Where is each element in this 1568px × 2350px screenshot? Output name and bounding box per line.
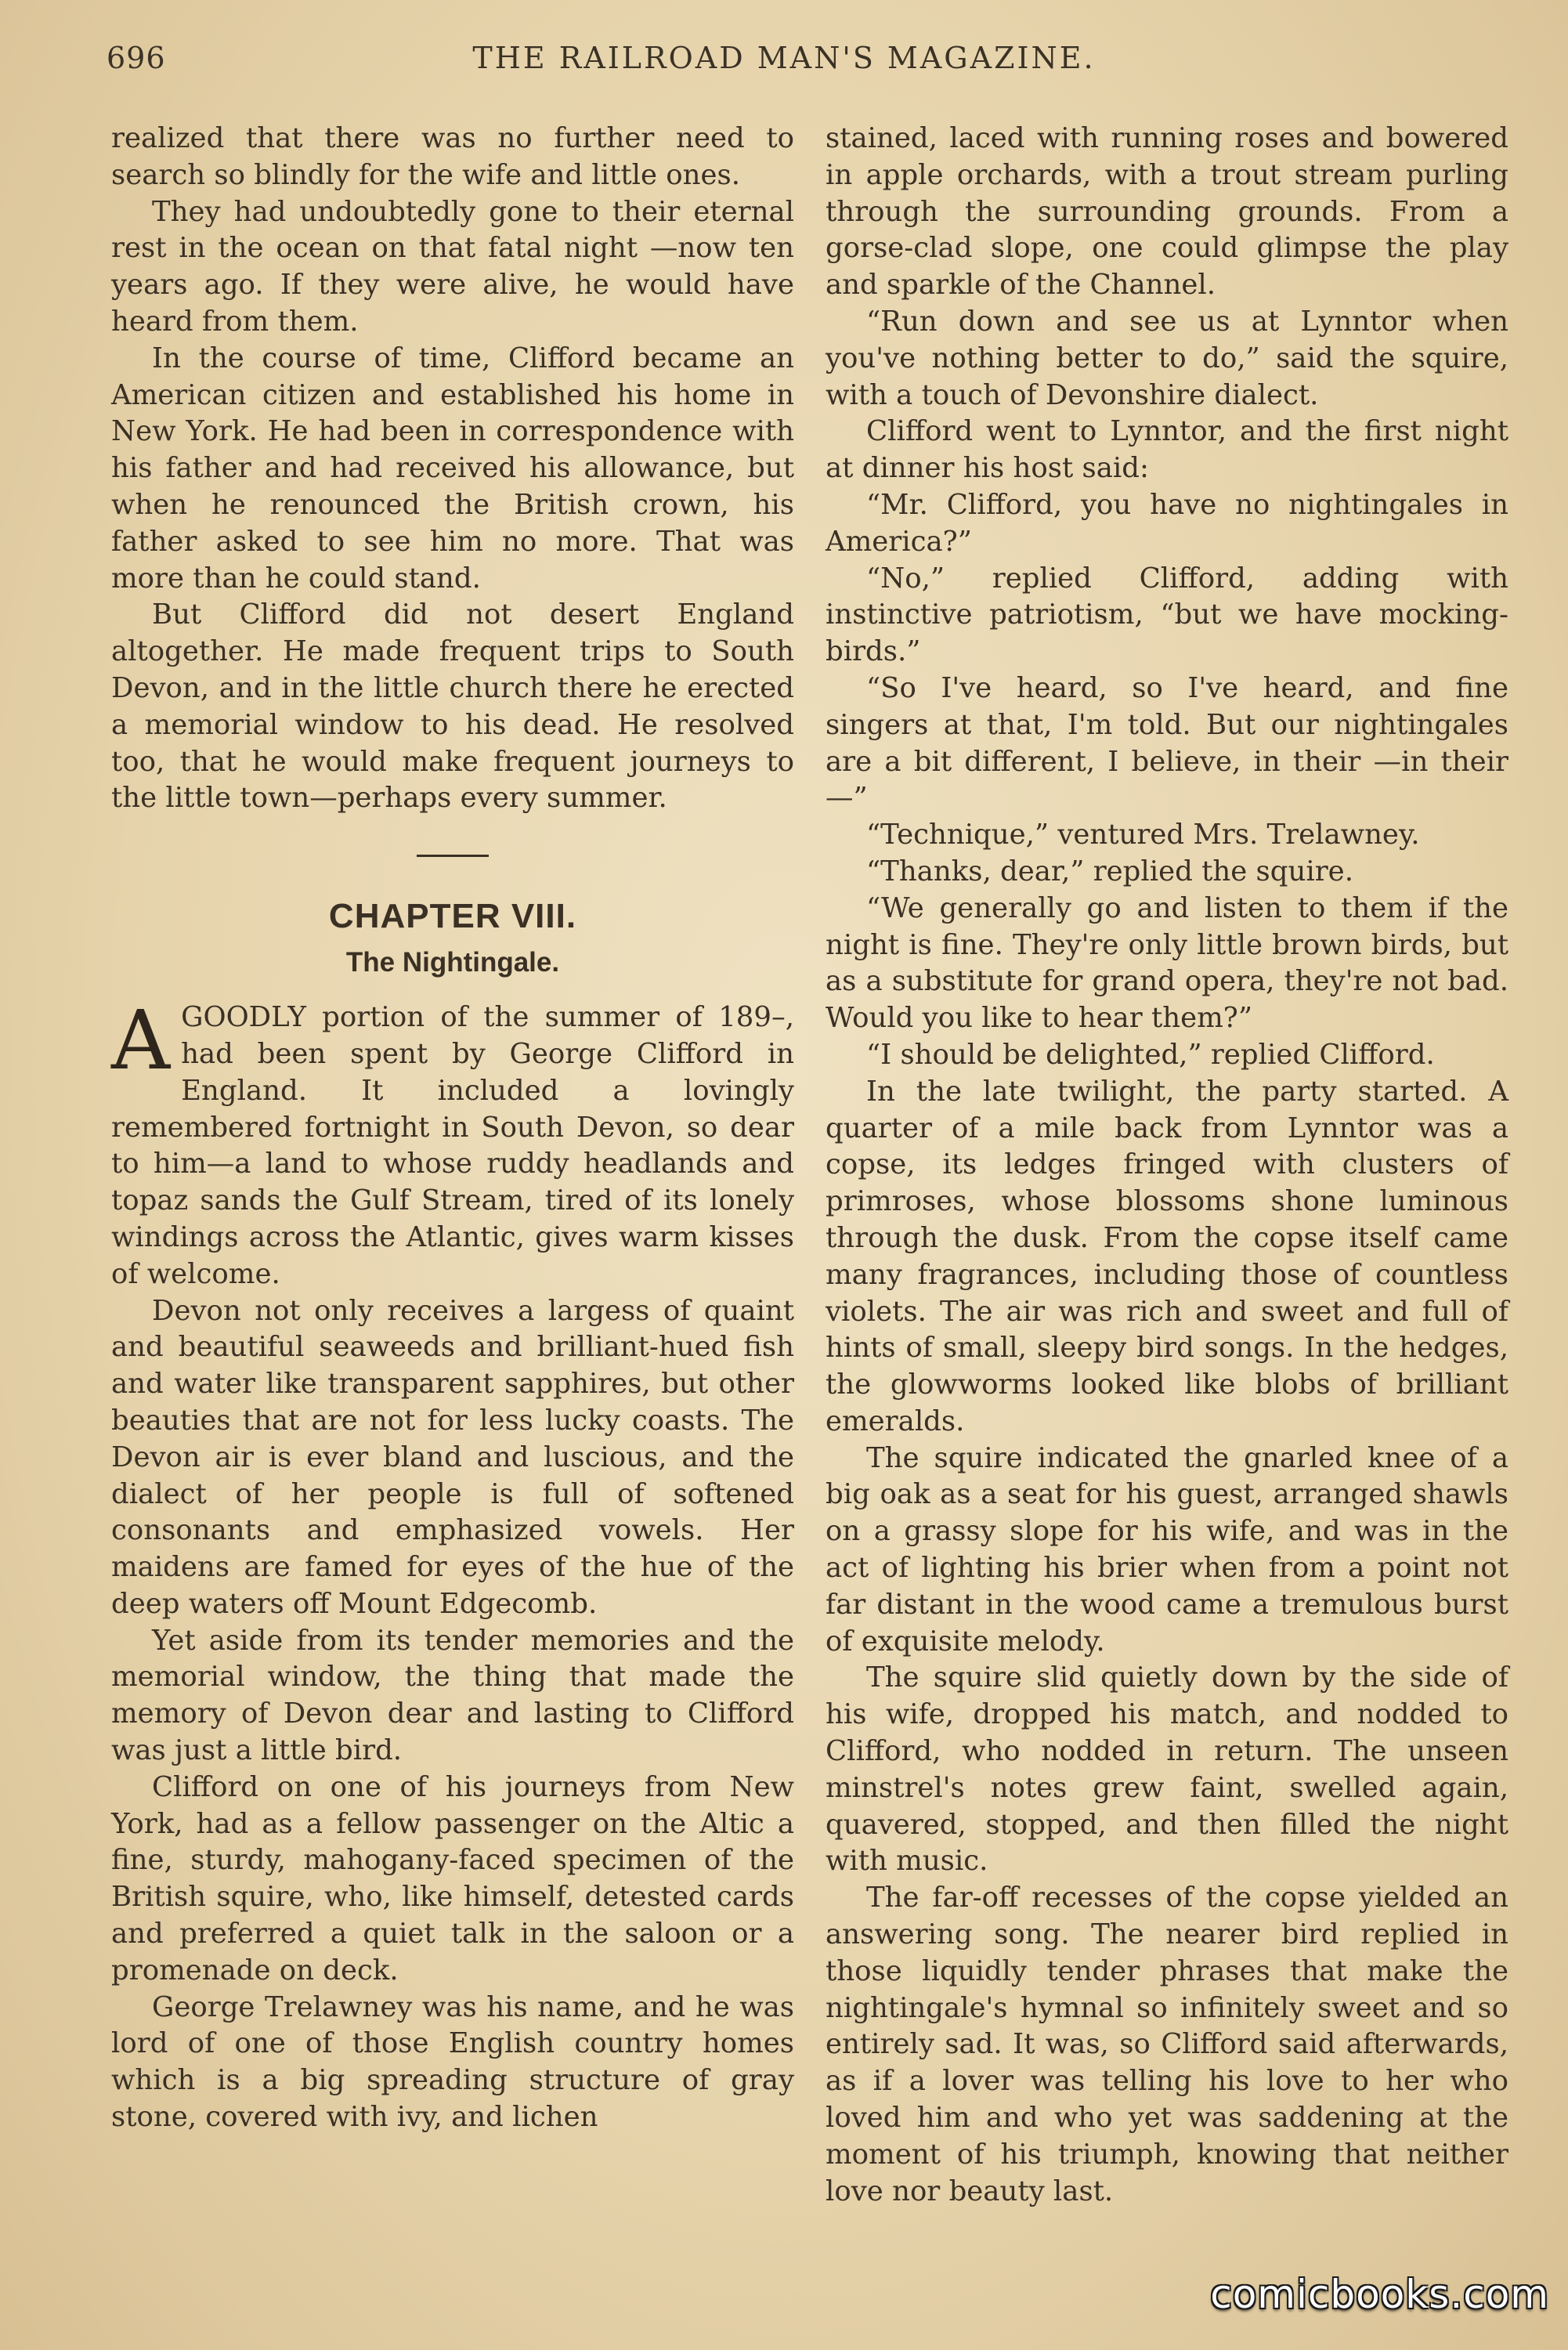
paragraph: Yet aside from its tender memories and the memorial window, the thing that made the memory of Devon dear and lasting to Clifford was just a little bird. (111, 1624, 794, 1767)
paragraph: The squire slid quietly down by the side of his wife, dropped his match, and nodded to Clifford, who nodded in return. The unseen minstrel's notes grew faint, swelled again, quavered, stopped, and then filled the night with music. (826, 1661, 1508, 1878)
paragraph: The far-off recesses of the copse yielded an answering song. The nearer bird replied in those liquidly tender phrases that make the nightingale's hymnal so infinitely sweet and so entirely sad. It was, so Clifford said afterwards, as if a lover was telling his love to her who loved him and who yet was saddening at the moment of his triumph, knowing that neither love nor beauty last. (826, 1882, 1508, 2207)
paragraph: “So I've heard, so I've heard, and fine singers at that, I'm told. But our nightingales are a bit different, I believe, in their —in their—” (826, 671, 1508, 815)
paragraph: realized that there was no further need to search so blindly for the wife and little ones. (111, 122, 794, 191)
opening-paragraph-text: GOODLY portion of the summer of 189–, had been spent by George Clifford in England. It included a lovingly remembered fortnight in South Devon, so dear to him—a land to whose ruddy headlands and topaz sands the Gulf Stream, tired of its lonely windings across the Atlantic, gives warm kisses of welcome. (111, 1001, 794, 1290)
paragraph: But Clifford did not desert England altogether. He made frequent trips to South Devon, and in the little church there he erected a memorial window to his dead. He resolved too, that he would make frequent journeys to the little town—perhaps every summer. (111, 598, 794, 815)
page-number: 696 (107, 41, 166, 75)
chapter-title: CHAPTER VIII. (328, 897, 577, 936)
paragraph: In the late twilight, the party started. A quarter of a mile back from Lynntor was a copse, its ledges fringed with clusters of primroses, whose blossoms shone luminous through the dusk. From the copse itself came many fragrances, including those of countless violets. The air was rich and sweet and full of hints of small, sleepy bird songs. In the hedges, the glowworms looked like blobs of brilliant emeralds. (826, 1075, 1508, 1437)
page-header (0, 41, 1568, 88)
paragraph: The squire indicated the gnarled knee of a big oak as a seat for his guest, arranged shawls on a grassy slope for his wife, and was in the act of lighting his brier when from a point not far distant in the wood came a tremulous burst of exquisite melody. (826, 1441, 1508, 1658)
watermark-logo: comicbooks.com (1210, 2272, 1549, 2317)
paragraph: stained, laced with running roses and bowered in apple orchards, with a trout stream purling through the surrounding grounds. From a gorse-clad slope, one could glimpse the play and sparkle of the Channel. (826, 122, 1508, 302)
paragraph: “Thanks, dear,” replied the squire. (866, 855, 1353, 888)
paragraph: “Technique,” ventured Mrs. Trelawney. (866, 819, 1420, 851)
right-column (826, 121, 1508, 2210)
paragraph: George Trelawney was his name, and he was lord of one of those English country homes which is a big spreading structure of gray stone, covered with ivy, and lichen (111, 1990, 794, 2134)
paragraph: In the course of time, Clifford became an American citizen and established his home in New York. He had been in correspondence with his father and had received his allowance, but when he renounced the British crown, his father asked to see him no more. That was more than he could stand. (111, 342, 794, 595)
paragraph: “Run down and see us at Lynntor when you've nothing better to do,” said the squire, with a touch of Devonshire dialect. (826, 305, 1508, 411)
chapter-subtitle: The Nightingale. (345, 947, 560, 978)
paragraph: Clifford on one of his journeys from New York, had as a fellow passenger on the Altic a fine, sturdy, mahogany-faced specimen of the British squire, who, like himself, detested cards and preferred a quiet talk in the saloon or a promenade on deck. (111, 1770, 794, 1987)
section-divider (417, 855, 489, 857)
drop-cap: A (111, 992, 171, 1089)
paragraph: “We generally go and listen to them if the night is fine. They're only little brown birds, but as a substitute for grand opera, they're not bad. Would you like to hear them?” (826, 891, 1508, 1035)
magazine-title: THE RAILROAD MAN'S MAGAZINE. (472, 41, 1096, 75)
paragraph: “Mr. Clifford, you have no nightingales in America?” (826, 488, 1508, 558)
paragraph: “I should be delighted,” replied Clifford. (866, 1038, 1435, 1071)
paragraph: Clifford went to Lynntor, and the first night at dinner his host said: (826, 415, 1508, 485)
paragraph: They had undoubtedly gone to their eternal rest in the ocean on that fatal night —now ten years ago. If they were alive, he would have heard from them. (111, 195, 794, 338)
left-column (111, 121, 794, 2136)
opening-paragraph (111, 992, 794, 1292)
paragraph: Devon not only receives a largess of quaint and beautiful seaweeds and brilliant-hued fish and water like transparent sapphires, but other beauties that are not for less lucky coasts. The Devon air is ever bland and luscious, and the dialect of her people is full of softened consonants and emphasized vowels. Her maidens are famed for eyes of the hue of the deep waters off Mount Edgecomb. (111, 1294, 794, 1620)
paragraph: “No,” replied Clifford, adding with instinctive patriotism, “but we have mocking-birds.” (826, 562, 1508, 668)
